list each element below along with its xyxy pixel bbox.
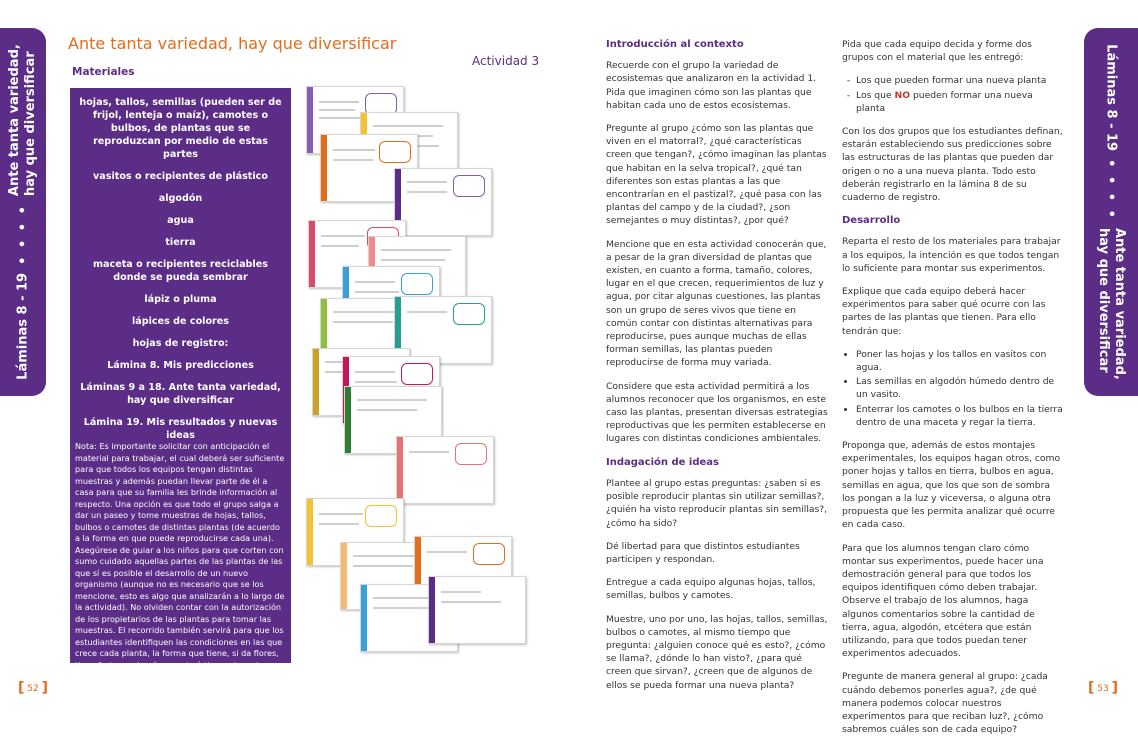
- paragraph: Entregue a cada equipo algunas hojas, tallos, semillas, bulbos y camotes.: [606, 577, 816, 602]
- development-heading: Desarrollo: [842, 215, 901, 227]
- materials-label: Materiales: [72, 66, 135, 78]
- emphasis-no: NO: [894, 89, 911, 101]
- page-number-left-value: 52: [27, 684, 39, 694]
- side-tab-right-title-line2: hay que diversificar: [1096, 227, 1111, 373]
- material-item: vasitos o recipientes de plástico: [93, 171, 268, 182]
- worksheet-thumbnails: [302, 86, 534, 666]
- material-item: maceta o recipientes reciclables donde se pueda sembrar: [93, 259, 268, 283]
- paragraph: Con los dos grupos que los estudiantes definan, estarán estableciendo sus predicciones sobre las estructuras de las plantas que pueden dar origen o no a una nueva planta. Todo esto deberán registrarlo en la lámina 8 de su cuaderno de registro.: [842, 126, 1063, 204]
- materials-note: Nota: Es importante solicitar con anticipación el material para trabajar, el cual deberá ser suficiente para que todos los equipos tengan distintas muestras y además puedan llevar parte de él a casa para que su familia les brinde información al respecto. Una opción es que todo el grupo salga a dar un paseo y tome muestras de hojas, tallos, bulbos o camotes de distintas plantas (de acuerdo a la forma en que puede reproducirse cada una). Asegúrese de guiar a los niños para que corten con sumo cuidado aquellas partes de las plantas de las que sí es posible el desarrollo de un nuevo organismo (aunque no es necesario que se los mencione, esto es algo que analizarán a lo largo de la actividad). No olviden contar con la autorización de los propietarios de las plantas para tomar las muestras. El recorrido también servirá para que los estudiantes identifiquen las condiciones en las que crece cada planta, la forma que tiene, si da flores, tiene frutos, y demás características relevantes que usted puede ayudarles a destacar.: [75, 441, 287, 681]
- materials-list: [78, 96, 283, 451]
- material-item: agua: [167, 215, 194, 226]
- side-tab-left: [0, 28, 46, 396]
- intro-heading: Introducción al contexto: [606, 39, 744, 50]
- activity-label: Actividad 3: [472, 54, 540, 68]
- paragraph: Para que los alumnos tengan claro cómo montar sus experimentos, puede hacer una demostración general para que todos los equipos identifiquen cómo deben trabajar. Observe el trabajo de los alumnos, haga algunos comentarios sobre la cantidad de tierra, agua, algodón, etcétera que están utilizando, para que todos puedan tener experimentos adecuados.: [842, 542, 1044, 660]
- material-item: Lámina 8. Mis predicciones: [107, 360, 254, 371]
- material-item: lápices de colores: [132, 316, 229, 327]
- paragraph: Recuerde con el grupo la variedad de ecosistemas que analizaron en la actividad 1. Pida que imaginen cómo son las plantas que habitan cada uno de estos ecosistemas.: [606, 60, 817, 111]
- material-item: Lámina 19. Mis resultados y nuevas ideas: [83, 417, 278, 441]
- paragraph: Plantee al grupo estas preguntas: ¿saben si es posible reproducir plantas sin utilizar semillas?, ¿quién ha visto reproducir plantas sin semillas?, ¿cómo ha sido?: [606, 477, 828, 529]
- worksheet-thumbnail: [428, 576, 526, 644]
- page-number-right: [ 53 ]: [1088, 680, 1119, 696]
- paragraph: Pregunte de manera general al grupo: ¿cada cuándo debemos ponerles agua?, ¿de qué manera podemos colocar nuestros experimentos para que reciban luz?, ¿cómo sabremos cuáles son de cada equipo?: [842, 671, 1048, 736]
- paragraph: Proponga que, además de estos montajes experimentales, los equipos hagan otros, como poner hojas y tallos en tierra, bulbos en agua, semillas en agua, que los que son de sombra los pongan a la luz y viceversa, o alguna otra propuesta que les permita analizar qué ocurre en cada caso.: [842, 440, 1061, 531]
- paragraph: Considere que esta actividad permitirá a los alumnos reconocer que los organismos, en este caso las plantas, presentan diversas estrategias reproductivas que les permiten establecerse en lugares con distintas condiciones ambientales.: [606, 380, 828, 445]
- list-item-text: Los que: [856, 89, 892, 101]
- material-item: tierra: [165, 237, 196, 248]
- side-tab-right-title-line1: Ante tanta variedad,: [1112, 227, 1127, 380]
- page-number-right-value: 53: [1097, 684, 1109, 694]
- list-item: • Las semillas en algodón húmedo dentro de un vasito.: [856, 375, 1064, 401]
- page-heading: Ante tanta variedad, hay que diversificar: [68, 34, 397, 53]
- paragraph: Reparta el resto de los materiales para trabajar a los equipos, la intención es que todos tengan lo suficiente para montar sus experimentos.: [842, 236, 1061, 274]
- side-tab-left-laminas: Láminas 8 - 19: [15, 272, 31, 380]
- groups-list: [842, 74, 1064, 115]
- experiments-list: [842, 348, 1064, 429]
- side-tab-right: [1084, 28, 1138, 396]
- list-item: [856, 89, 1064, 115]
- paragraph: Muestre, uno por uno, las hojas, tallos, semillas, bulbos o camotes, al mismo tiempo que pregunta: ¿alguien conoce qué es esto?, ¿cómo se llama?, ¿dónde lo han visto?, ¿para qué creen que sirvan?, ¿creen que de algunos de ellos se pueda formar una nueva planta?: [606, 613, 828, 691]
- list-item: - Los que pueden formar una nueva planta: [856, 74, 1064, 87]
- text-column-left: [606, 38, 828, 702]
- side-tab-left-text: [7, 44, 39, 380]
- list-item-text: pueden formar una nueva planta: [856, 89, 1033, 114]
- list-item: • Poner las hojas y los tallos en vasitos con agua.: [856, 348, 1064, 374]
- list-item: • Enterrar los camotes o los bulbos en la tierra dentro de una maceta y regar la tierra.: [856, 403, 1064, 429]
- material-item: Láminas 9 a 18. Ante tanta variedad, hay que diversificar: [80, 382, 281, 406]
- page-number-left: [ 52 ]: [18, 680, 49, 696]
- worksheet-thumbnail: [396, 436, 494, 504]
- material-item: hojas, tallos, semillas (pueden ser de frijol, lenteja o maíz), camotes o bulbos, de plantas que se reproduzcan por medio de estas partes: [79, 97, 282, 160]
- materials-box: [70, 88, 291, 681]
- paragraph: Dé libertad para que distintos estudiantes participen y respondan.: [606, 540, 800, 565]
- paragraph: Explique que cada equipo deberá hacer experimentos para saber qué ocurre con las partes de las plantas que tienen. Para ello tendrán que:: [842, 286, 1046, 337]
- side-tab-right-text: [1095, 44, 1127, 380]
- worksheet-thumbnail: [394, 168, 492, 236]
- side-tab-left-title: [7, 44, 39, 196]
- paragraph: Mencione que en esta actividad conocerán que, a pesar de la gran diversidad de plantas que existen, en cuanto a forma, tamaño, colores, lugar en el que crecen, requerimientos de luz y agua, por citar algunas cuestiones, las plantas son un grupo de seres vivos que tiene en común contar con distintas alternativas para reproducirse, pues aunque muchas de ellas forman semillas, las plantas pueden reproducirse de forma muy variada.: [606, 238, 827, 369]
- ideas-heading: Indagación de ideas: [606, 456, 719, 468]
- material-item: algodón: [158, 193, 203, 204]
- dots-separator: • • • •: [1103, 159, 1119, 220]
- paragraph: Pregunte al grupo ¿cómo son las plantas que viven en el matorral?, ¿qué características creen que tengan?, ¿cómo imaginan las plantas que habitan en la selva tropical?, ¿qué tan diferentes son estas plantas a las que encontrarían en el pastizal?, ¿qué pasa con las plantas del campo y de la ciudad?, ¿son semejantes o muy distintas?, ¿por qué?: [606, 123, 827, 227]
- material-item: lápiz o pluma: [144, 294, 217, 305]
- side-tab-left-title-line1: Ante tanta variedad,: [7, 44, 22, 197]
- paragraph: Pida que cada equipo decida y forme dos grupos con el material que les entregó:: [842, 39, 1032, 64]
- material-item: hojas de registro:: [132, 338, 229, 349]
- dots-separator: • • • •: [15, 204, 31, 265]
- side-tab-left-title-line2: hay que diversificar: [23, 51, 38, 197]
- text-column-right: [842, 38, 1064, 746]
- side-tab-right-title: [1095, 228, 1127, 380]
- side-tab-right-laminas: Láminas 8 - 19: [1103, 44, 1119, 152]
